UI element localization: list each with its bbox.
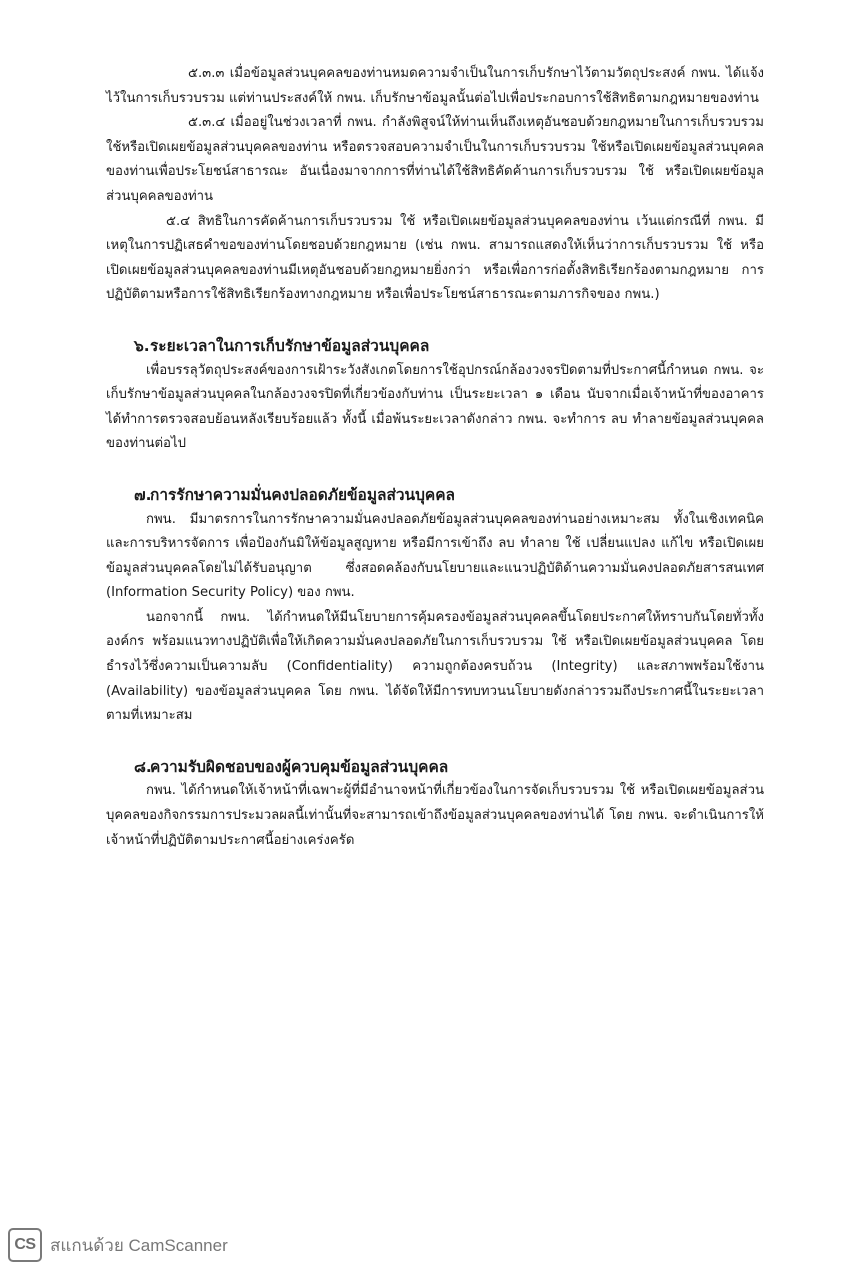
paragraph-5-3-3: ๕.๓.๓ เมื่อข้อมูลส่วนบุคคลของท่านหมดความจำเป็นในการเก็บรักษาไว้ตามวัตถุประสงค์ กพน. ได้แจ้งไว้ในการเก็บรวบรวม แต่ท่านประสงค์ให้ กพน. เก็บรักษาข้อมูลนั้นต่อไปเพื่อประกอบการใช้สิทธิตามกฎหมายของท่าน	[106, 66, 764, 106]
section-6-title: ระยะเวลาในการเก็บรักษาข้อมูลส่วนบุคคล	[150, 336, 430, 355]
section-8-title: ความรับผิดชอบของผู้ควบคุมข้อมูลส่วนบุคคล	[150, 757, 449, 776]
section-6-body: เพื่อบรรลุวัตถุประสงค์ของการเฝ้าระวังสังเกตโดยการใช้อุปกรณ์กล้องวงจรปิดตามที่ประกาศนี้กำหนด กพน. จะเก็บรักษาข้อมูลส่วนบุคคลในกล้องวงจรปิดที่เกี่ยวข้องกับท่าน เป็นระยะเวลา ๑ เดือน นับจากเมื่อเจ้าหน้าที่ของอาคารได้ทำการตรวจสอบย้อนหลังเรียบร้อยแล้ว ทั้งนี้ เมื่อพ้นระยะเวลาดังกล่าว กพน. จะทำการ ลบ ทำลายข้อมูลส่วนบุคคลของท่านต่อไป	[106, 362, 764, 452]
section-6-heading	[106, 334, 764, 359]
section-8-body: กพน. ได้กำหนดให้เจ้าหน้าที่เฉพาะผู้ที่มีอำนาจหน้าที่เกี่ยวข้องในการจัดเก็บรวบรวม ใช้ หรือเปิดเผยข้อมูลส่วนบุคคลของกิจกรรมการประมวลผลนี้เท่านั้นที่จะสามารถเข้าถึงข้อมูลส่วนบุคคลของท่านได้ โดย กพน. จะดำเนินการให้เจ้าหน้าที่ปฏิบัติตามประกาศนี้อย่างเคร่งครัด	[106, 783, 764, 848]
section-8-number: ๘.	[134, 757, 152, 776]
section-7-heading	[106, 483, 764, 508]
paragraph-5-3-4: ๕.๓.๔ เมื่ออยู่ในช่วงเวลาที่ กพน. กำลังพิสูจน์ให้ท่านเห็นถึงเหตุอันชอบด้วยกฎหมายในการเก็บรวบรวม ใช้หรือเปิดเผยข้อมูลส่วนบุคคลของท่าน หรือตรวจสอบความจำเป็นในการเก็บรวบรวม ใช้หรือเปิดเผยข้อมูลส่วนบุคคลของท่านเพื่อประโยชน์สาธารณะ อันเนื่องมาจากการที่ท่านได้ใช้สิทธิคัดค้านการเก็บรวบรวม ใช้ หรือเปิดเผยข้อมูลส่วนบุคคลของท่าน	[106, 115, 764, 204]
section-6-number: ๖.	[134, 336, 150, 355]
paragraph-5-4: ๕.๔ สิทธิในการคัดค้านการเก็บรวบรวม ใช้ หรือเปิดเผยข้อมูลส่วนบุคคลของท่าน เว้นแต่กรณีที่ กพน. มีเหตุในการปฏิเสธคำขอของท่านโดยชอบด้วยกฎหมาย (เช่น กพน. สามารถแสดงให้เห็นว่าการเก็บรวบรวม ใช้ หรือเปิดเผยข้อมูลส่วนบุคคลของท่านมีเหตุอันชอบด้วยกฎหมายยิ่งกว่า หรือเพื่อการก่อตั้งสิทธิเรียกร้องตามกฎหมาย การปฏิบัติตามหรือการใช้สิทธิเรียกร้องทางกฎหมาย หรือเพื่อประโยชน์สาธารณะตามภารกิจของ กพน.)	[106, 213, 764, 303]
section-7-title: การรักษาความมั่นคงปลอดภัยข้อมูลส่วนบุคคล	[150, 485, 456, 504]
section-7-number: ๗.	[134, 485, 152, 504]
camscanner-logo-icon: CS	[8, 1228, 42, 1262]
section-8-heading	[106, 755, 764, 780]
section-7-body-1: กพน. มีมาตรการในการรักษาความมั่นคงปลอดภัยข้อมูลส่วนบุคคลของท่านอย่างเหมาะสม ทั้งในเชิงเทคนิคและการบริหารจัดการ เพื่อป้องกันมิให้ข้อมูลสูญหาย หรือมีการเข้าถึง ลบ ทำลาย ใช้ เปลี่ยนแปลง แก้ไข หรือเปิดเผยข้อมูลส่วนบุคคลโดยไม่ได้รับอนุญาต ซึ่งสอดคล้องกับนโยบายและแนวปฏิบัติด้านความมั่นคงปลอดภัยสารสนเทศ (Information Security Policy) ของ กพน.	[106, 511, 764, 601]
camscanner-label: สแกนด้วย CamScanner	[50, 1235, 228, 1255]
document-body	[106, 62, 764, 853]
section-7-body-2: นอกจากนี้ กพน. ได้กำหนดให้มีนโยบายการคุ้มครองข้อมูลส่วนบุคคลขึ้นโดยประกาศให้ทราบกันโดยทั่วทั้งองค์กร พร้อมแนวทางปฏิบัติเพื่อให้เกิดความมั่นคงปลอดภัยในการเก็บรวบรวม ใช้ หรือเปิดเผยข้อมูลส่วนบุคคล โดยธำรงไว้ซึ่งความเป็นความลับ (Confidentiality) ความถูกต้องครบถ้วน (Integrity) และสภาพพร้อมใช้งาน (Availability) ของข้อมูลส่วนบุคคล โดย กพน. ได้จัดให้มีการทบทวนนโยบายดังกล่าวรวมถึงประกาศนี้ในระยะเวลาตามที่เหมาะสม	[106, 609, 764, 724]
camscanner-watermark	[8, 1228, 228, 1262]
